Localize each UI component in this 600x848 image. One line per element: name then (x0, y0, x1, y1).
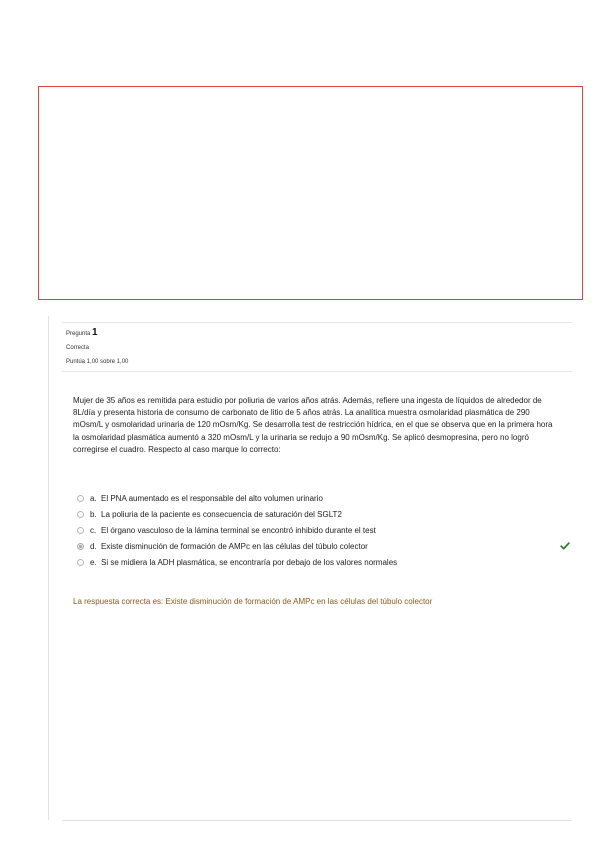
option-c[interactable] (77, 522, 577, 538)
content-divider-left (48, 316, 49, 820)
question-number: 1 (92, 327, 98, 338)
option-a[interactable] (77, 490, 577, 506)
radio-icon[interactable] (77, 559, 84, 566)
option-text: El PNA aumentado es el responsable del alto volumen urinario (101, 493, 323, 503)
option-b[interactable] (77, 506, 577, 522)
option-d[interactable] (77, 539, 577, 555)
option-text: Existe disminución de formación de AMPc en las células del túbulo colector (101, 542, 368, 552)
question-status: Correcta (66, 345, 90, 351)
option-letter: d. (90, 542, 97, 552)
content-divider-bottom (62, 820, 572, 821)
radio-icon[interactable] (77, 527, 84, 534)
option-text: La poliuria de la paciente es consecuencia de saturación del SGLT2 (101, 509, 342, 519)
radio-icon[interactable] (77, 511, 84, 518)
highlight-frame (38, 86, 583, 300)
option-text: El órgano vasculoso de la lámina terminal se encontró inhibido durante el test (101, 525, 376, 535)
correct-answer-feedback: La respuesta correcta es: Existe disminución de formación de AMPc en las células del túbulo colector (73, 597, 433, 606)
question-label: Pregunta (66, 331, 91, 337)
option-letter: b. (90, 509, 97, 519)
option-letter: a. (90, 493, 97, 503)
radio-icon[interactable] (77, 495, 84, 502)
question-text: Mujer de 35 años es remitida para estudio por poliuria de varios años atrás. Además, refiere una ingesta de líquidos de alrededor de 8L/día y presenta historia de consumo de carbonato de litio de 5 años atrás. La analítica muestra osmolaridad plasmática de 290 mOsm/L y osmolaridad urinaria de 120 mOsm/Kg. Se desarrolla test de restricción hídrica, en el que se observa que en la primera hora la osmolaridad plasmática aumentó a 320 mOsm/L y la urinaria se redujo a 90 mOsm/Kg. Se aplicó desmopresina, pero no logró corregirse el cuadro. Respecto al caso marque lo correcto: (73, 396, 553, 454)
option-letter: c. (90, 525, 97, 535)
radio-selected-icon[interactable] (77, 543, 84, 550)
question-info (62, 322, 572, 372)
option-letter: e. (90, 558, 97, 568)
question-number-line (66, 325, 572, 341)
option-text: Si se midiera la ADH plasmática, se encontraría por debajo de los valores normales (101, 558, 398, 568)
answer-options (77, 490, 577, 571)
option-e[interactable] (77, 555, 577, 571)
check-icon (560, 541, 570, 551)
question-score: Puntúa 1,00 sobre 1,00 (66, 359, 129, 365)
